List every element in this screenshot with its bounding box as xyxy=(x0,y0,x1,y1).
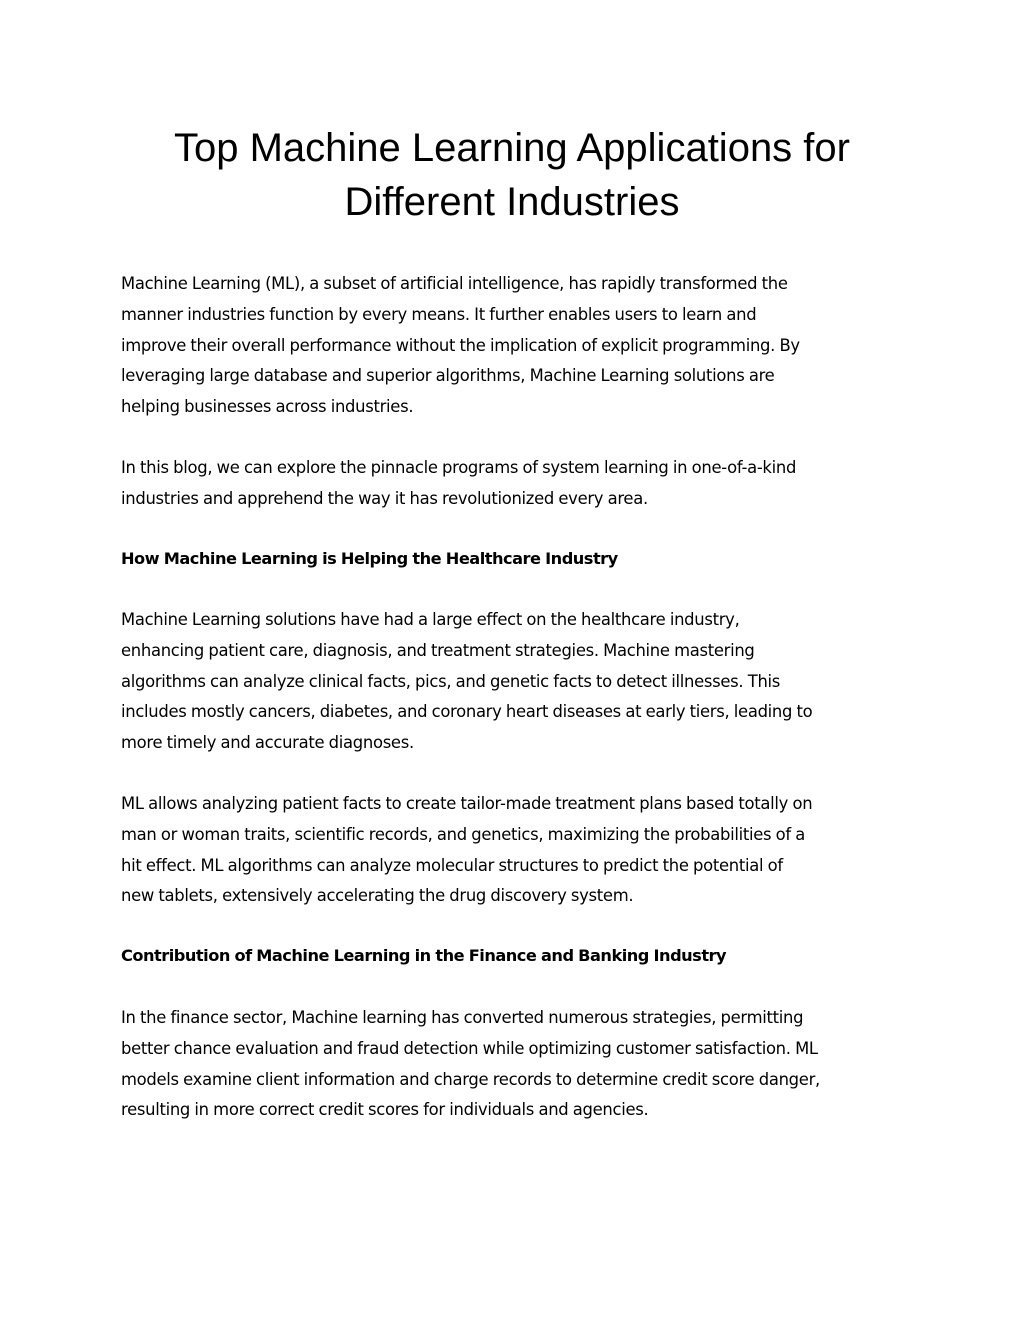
intro-paragraph xyxy=(121,269,921,423)
title-line: Different Industries xyxy=(344,180,680,224)
paragraph-line: leveraging large database and superior algorithms, Machine Learning solutions are xyxy=(121,366,775,386)
paragraph-line: new tablets, extensively accelerating the drug discovery system. xyxy=(121,886,634,906)
paragraph-line: helping businesses across industries. xyxy=(121,397,414,417)
healthcare-paragraph-1 xyxy=(121,605,921,759)
blog-intro-paragraph xyxy=(121,453,921,515)
paragraph-line: models examine client information and charge records to determine credit score danger, xyxy=(121,1069,820,1089)
finance-heading: Contribution of Machine Learning in the Finance and Banking Industry xyxy=(121,946,727,965)
paragraph-line: more timely and accurate diagnoses. xyxy=(121,733,414,753)
paragraph-line: manner industries function by every means. It further enables users to learn and xyxy=(121,304,757,324)
paragraph-line: In the finance sector, Machine learning has converted numerous strategies, permitting xyxy=(121,1008,804,1027)
title-line: Top Machine Learning Applications for xyxy=(174,126,850,170)
paragraph-line: hit effect. ML algorithms can analyze molecular structures to predict the potential of xyxy=(121,855,783,875)
paragraph-line: In this blog, we can explore the pinnacle programs of system learning in one-of-a-kind xyxy=(121,458,797,477)
document-title xyxy=(100,121,924,229)
finance-paragraph xyxy=(121,1003,921,1126)
paragraph-line: includes mostly cancers, diabetes, and coronary heart diseases at early tiers, leading to xyxy=(121,702,813,722)
paragraph-line: Machine Learning solutions have had a large effect on the healthcare industry, xyxy=(121,610,740,629)
paragraph-line: resulting in more correct credit scores for individuals and agencies. xyxy=(121,1100,649,1120)
paragraph-line: man or woman traits, scientific records, and genetics, maximizing the probabilities of a xyxy=(121,824,806,844)
healthcare-heading: How Machine Learning is Helping the Healthcare Industry xyxy=(121,549,618,568)
healthcare-paragraph-2 xyxy=(121,789,921,912)
paragraph-line: better chance evaluation and fraud detection while optimizing customer satisfaction. ML xyxy=(121,1038,818,1058)
paragraph-line: enhancing patient care, diagnosis, and treatment strategies. Machine mastering xyxy=(121,640,755,660)
paragraph-line: algorithms can analyze clinical facts, pics, and genetic facts to detect illnesses. This xyxy=(121,671,781,691)
paragraph-line: improve their overall performance without the implication of explicit programming. By xyxy=(121,335,800,355)
paragraph-line: industries and apprehend the way it has revolutionized every area. xyxy=(121,488,648,508)
paragraph-line: ML allows analyzing patient facts to create tailor-made treatment plans based totally on xyxy=(121,794,813,813)
paragraph-line: Machine Learning (ML), a subset of artificial intelligence, has rapidly transformed the xyxy=(121,274,788,293)
